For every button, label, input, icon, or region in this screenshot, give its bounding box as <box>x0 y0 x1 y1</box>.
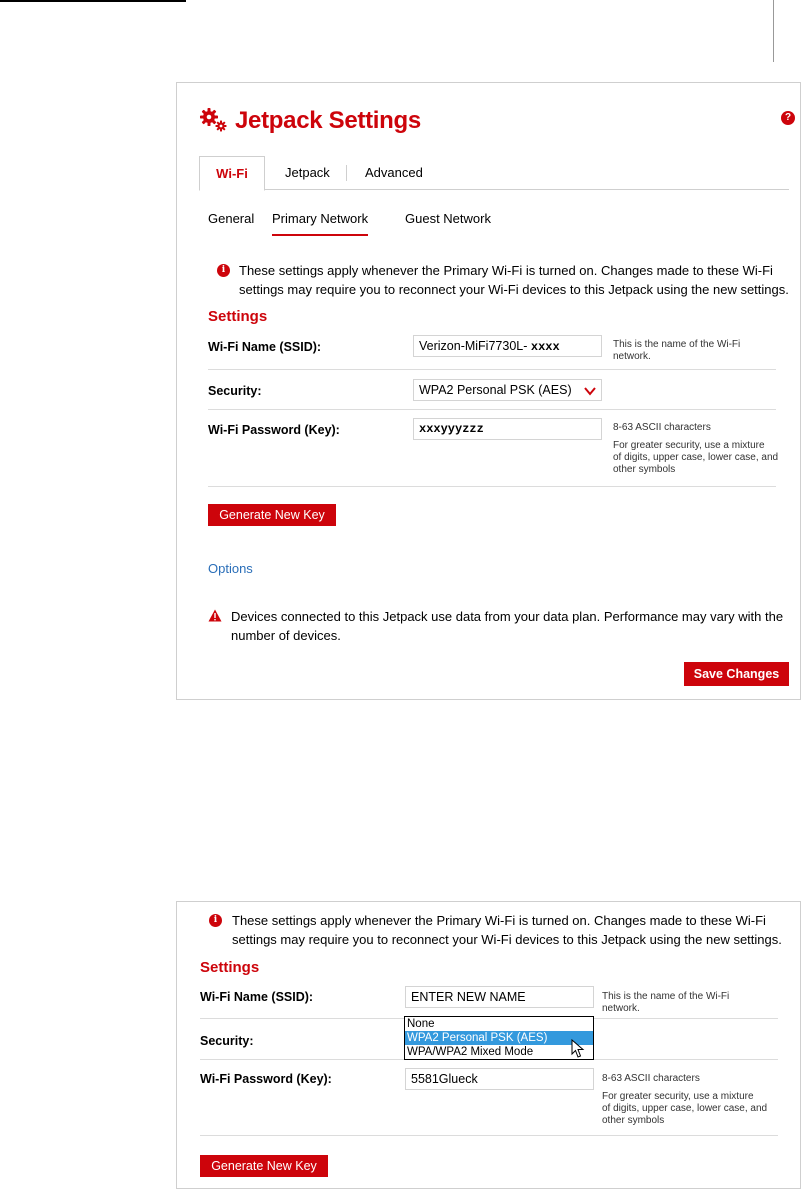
password-hint <box>602 1073 782 1127</box>
password-hint-line2: For greater security, use a mixture <box>602 1091 754 1102</box>
security-option-none[interactable]: None <box>407 1018 435 1030</box>
info-icon: i <box>209 914 222 927</box>
row-divider <box>200 1135 778 1136</box>
info-note-line2: settings may require you to reconnect your Wi-Fi devices to this Jetpack using the new settings. <box>232 932 782 947</box>
info-note-line1: These settings apply whenever the Primary Wi-Fi is turned on. Changes made to these Wi-Fi <box>239 263 773 278</box>
settings-heading: Settings <box>200 959 260 976</box>
subtab-primary-network[interactable] <box>272 211 368 236</box>
ssid-input[interactable]: ENTER NEW NAME <box>405 986 594 1008</box>
password-hint-line4: other symbols <box>613 464 676 475</box>
security-option-wpa2-personal[interactable]: WPA2 Personal PSK (AES) <box>405 1031 593 1045</box>
generate-new-key-button[interactable]: Generate New Key <box>200 1155 328 1177</box>
subtab-guest-network[interactable]: Guest Network <box>405 211 491 226</box>
ssid-hint <box>613 339 793 363</box>
password-input[interactable]: 5581Glueck <box>405 1068 594 1090</box>
main-tabs <box>199 156 789 190</box>
info-note <box>232 911 797 949</box>
help-icon[interactable]: ? <box>781 111 795 125</box>
ssid-input[interactable] <box>413 335 602 357</box>
password-label: Wi-Fi Password (Key): <box>200 1072 332 1086</box>
options-link[interactable]: Options <box>208 561 253 576</box>
security-label: Security: <box>200 1034 254 1048</box>
generate-new-key-button[interactable]: Generate New Key <box>208 504 336 526</box>
security-value: WPA2 Personal PSK (AES) <box>419 383 572 397</box>
subtab-primary-network-label: Primary Network <box>272 211 369 226</box>
tab-wifi[interactable]: Wi-Fi <box>199 156 265 191</box>
row-divider <box>208 409 776 410</box>
password-hint-line2: For greater security, use a mixture <box>613 440 765 451</box>
row-divider <box>208 369 776 370</box>
ssid-value-suffix: xxxx <box>530 340 560 354</box>
save-changes-button[interactable]: Save Changes <box>684 662 789 686</box>
warning-icon <box>208 609 222 622</box>
page-title: Jetpack Settings <box>235 107 421 134</box>
password-input[interactable]: xxxyyyzzz <box>413 418 602 440</box>
password-label: Wi-Fi Password (Key): <box>208 423 340 437</box>
password-hint-line3: of digits, upper case, lower case, and <box>613 452 779 463</box>
ssid-hint <box>602 991 782 1015</box>
ssid-hint-line1: This is the name of the Wi-Fi <box>613 339 741 350</box>
password-hint-line1: 8-63 ASCII characters <box>602 1073 700 1084</box>
chevron-down-icon <box>584 383 596 395</box>
password-hint-line1: 8-63 ASCII characters <box>613 422 711 433</box>
ssid-hint-line1: This is the name of the Wi-Fi <box>602 991 730 1002</box>
security-label: Security: <box>208 384 262 398</box>
jetpack-settings-panel <box>176 82 801 700</box>
mouse-cursor-icon <box>571 1039 585 1059</box>
info-icon: i <box>217 264 230 277</box>
security-select[interactable] <box>413 379 602 401</box>
ssid-label: Wi-Fi Name (SSID): <box>208 340 322 354</box>
data-usage-warning <box>231 607 796 645</box>
info-note <box>239 261 799 299</box>
ssid-label: Wi-Fi Name (SSID): <box>200 990 314 1004</box>
gears-icon <box>199 107 229 133</box>
row-divider <box>208 486 776 487</box>
top-rule <box>0 0 186 2</box>
subtab-general[interactable]: General <box>208 211 255 226</box>
tab-advanced[interactable]: Advanced <box>365 165 423 180</box>
security-option-wpa-mixed[interactable]: WPA/WPA2 Mixed Mode <box>407 1046 534 1058</box>
info-note-line2: settings may require you to reconnect your Wi-Fi devices to this Jetpack using the new settings. <box>239 282 789 297</box>
tab-jetpack[interactable]: Jetpack <box>285 165 330 180</box>
data-usage-warning-line1: Devices connected to this Jetpack use data from your data plan. Performance may vary with the <box>231 609 784 624</box>
password-hint-line4: other symbols <box>602 1115 665 1126</box>
password-hint-line3: of digits, upper case, lower case, and <box>602 1103 768 1114</box>
security-dropdown-panel <box>176 901 801 1189</box>
ssid-hint-line2: network. <box>602 1003 640 1014</box>
security-dropdown-list <box>404 1016 594 1060</box>
settings-heading: Settings <box>208 308 268 325</box>
ssid-value-prefix: Verizon-MiFi7730L- <box>419 339 528 353</box>
password-hint <box>613 422 793 476</box>
info-note-line1: These settings apply whenever the Primary Wi-Fi is turned on. Changes made to these Wi-Fi <box>232 913 766 928</box>
tab-separator <box>346 165 347 181</box>
data-usage-warning-line2: number of devices. <box>231 628 341 643</box>
ssid-hint-line2: network. <box>613 351 651 362</box>
margin-rule <box>773 0 774 62</box>
